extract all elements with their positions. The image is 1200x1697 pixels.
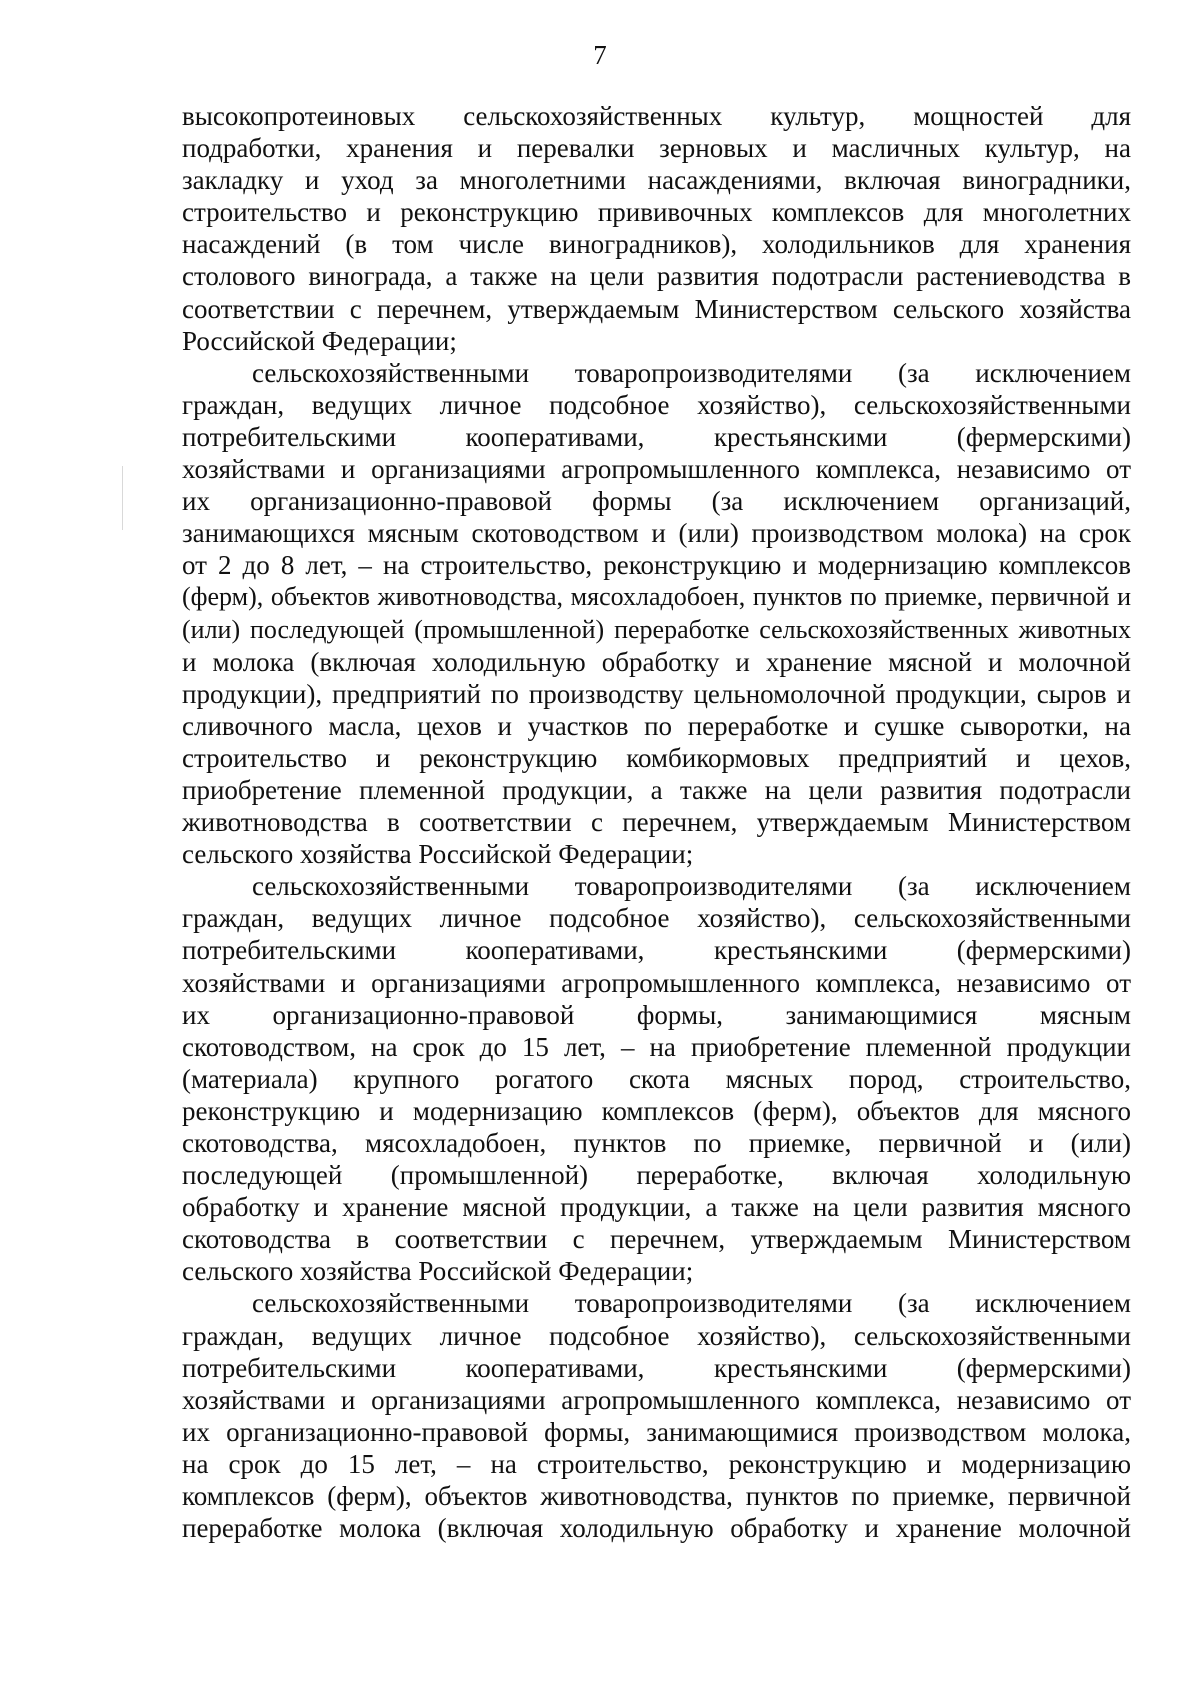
text-line: скотоводством, на срок до 15 лет, – на приобретение племенной продукции: [182, 1031, 1131, 1062]
paragraph-2: [182, 357, 1131, 871]
paragraph-4: [182, 1287, 1131, 1544]
text-line: занимающихся мясным скотоводством и (или) производством молока) на срок: [182, 518, 1131, 549]
text-line: сельскохозяйственными товаропроизводителями (за исключением: [252, 1288, 1131, 1319]
text-line: обработку и хранение мясной продукции, а также на цели развития мясного: [182, 1192, 1131, 1223]
paragraph-1: [182, 100, 1131, 357]
text-line: на срок до 15 лет, – на строительство, реконструкцию и модернизацию: [182, 1448, 1131, 1479]
text-line: граждан, ведущих личное подсобное хозяйство), сельскохозяйственными: [182, 903, 1131, 934]
text-line: хозяйствами и организациями агропромышленного комплекса, независимо от: [182, 454, 1131, 485]
text-line: их организационно-правовой формы, занимающимися мясным: [182, 999, 1131, 1030]
text-line: подработки, хранения и перевалки зерновых и масличных культур, на: [182, 133, 1131, 164]
text-line: животноводства в соответствии с перечнем, утверждаемым Министерством: [182, 807, 1131, 838]
scan-artifact: [122, 466, 123, 530]
text-line: высокопротеиновых сельскохозяйственных культур, мощностей для: [182, 101, 1131, 131]
text-line: сельского хозяйства Российской Федерации;: [182, 839, 694, 870]
text-line: потребительскими кооперативами, крестьянскими (фермерскими): [182, 1352, 1131, 1383]
text-line: переработке молока (включая холодильную обработку и хранение молочной: [182, 1513, 1131, 1544]
text-line: сельского хозяйства Российской Федерации;: [182, 1256, 694, 1287]
text-line: (материала) крупного рогатого скота мясных пород, строительство,: [182, 1063, 1131, 1094]
text-line: и молока (включая холодильную обработку и хранение мясной и молочной: [182, 646, 1131, 677]
text-line: скотоводства, мясохладобоен, пунктов по приемке, первичной и (или): [182, 1128, 1131, 1158]
text-line: сливочного масла, цехов и участков по переработке и сушке сыворотки, на: [182, 710, 1131, 741]
text-line: соответствии с перечнем, утверждаемым Министерством сельского хозяйства: [182, 293, 1131, 324]
text-line: последующей (промышленной) переработке, включая холодильную: [182, 1160, 1131, 1191]
text-line: строительство и реконструкцию прививочных комплексов для многолетних: [182, 197, 1131, 228]
document-body: [182, 100, 1131, 1544]
paragraph-3: [182, 870, 1131, 1287]
text-line: насаждений (в том числе виноградников), холодильников для хранения: [182, 229, 1131, 260]
text-line: строительство и реконструкцию комбикормовых предприятий и цехов,: [182, 742, 1131, 773]
text-line: (ферм), объектов животноводства, мясохладобоен, пунктов по приемке, первичной и: [182, 582, 1131, 612]
page-number: 7: [593, 40, 607, 70]
text-line: хозяйствами и организациями агропромышленного комплекса, независимо от: [182, 967, 1131, 998]
text-line: продукции), предприятий по производству цельномолочной продукции, сыров и: [182, 678, 1131, 709]
text-line: граждан, ведущих личное подсобное хозяйство), сельскохозяйственными: [182, 389, 1131, 420]
text-line: потребительскими кооперативами, крестьянскими (фермерскими): [182, 421, 1131, 452]
text-line: сельскохозяйственными товаропроизводителями (за исключением: [252, 357, 1131, 388]
text-line: приобретение племенной продукции, а также на цели развития подотрасли: [182, 774, 1131, 805]
text-line: их организационно-правовой формы (за исключением организаций,: [182, 486, 1131, 517]
text-line: реконструкцию и модернизацию комплексов (ферм), объектов для мясного: [182, 1095, 1131, 1126]
text-line: хозяйствами и организациями агропромышленного комплекса, независимо от: [182, 1384, 1131, 1415]
text-line: граждан, ведущих личное подсобное хозяйство), сельскохозяйственными: [182, 1320, 1131, 1351]
text-line: комплексов (ферм), объектов животноводства, пунктов по приемке, первичной: [182, 1481, 1131, 1512]
text-line: Российской Федерации;: [182, 325, 457, 356]
text-line: от 2 до 8 лет, – на строительство, реконструкцию и модернизацию комплексов: [182, 550, 1131, 581]
text-line: потребительскими кооперативами, крестьянскими (фермерскими): [182, 935, 1131, 966]
text-line: их организационно-правовой формы, занимающимися производством молока,: [182, 1416, 1131, 1447]
text-line: скотоводства в соответствии с перечнем, утверждаемым Министерством: [182, 1224, 1131, 1255]
text-line: столового винограда, а также на цели развития подотрасли растениеводства в: [182, 261, 1131, 292]
text-line: сельскохозяйственными товаропроизводителями (за исключением: [252, 871, 1131, 902]
text-line: (или) последующей (промышленной) переработке сельскохозяйственных животных: [182, 614, 1131, 644]
text-line: закладку и уход за многолетними насаждениями, включая виноградники,: [182, 165, 1131, 196]
